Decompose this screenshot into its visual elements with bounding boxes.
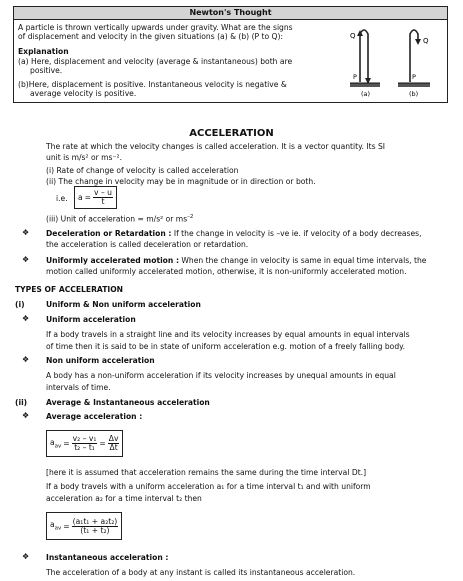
type-i-number: (i) <box>15 300 25 309</box>
trajectory-figure <box>350 22 442 102</box>
answer-a-line-2: positive. <box>30 66 63 75</box>
denominator: t₂ – t₁ <box>74 443 95 452</box>
numerator: (a₁t₁ + a₂t₂) <box>72 516 118 526</box>
bullet-icon: ❖ <box>22 411 30 420</box>
question-line-1: A particle is thrown vertically upwards under gravity. What are the signs <box>18 23 293 32</box>
numerator: v₂ – v₁ <box>72 434 97 443</box>
fraction-delta <box>108 435 120 452</box>
formula-a: a <box>78 193 83 202</box>
point-iii <box>46 212 193 225</box>
uniform-acc-heading: Uniform acceleration <box>46 315 136 324</box>
answer-a-line-1: (a) Here, displacement and velocity (average & instantaneous) both are <box>18 57 293 66</box>
deceleration-line-1 <box>46 229 422 239</box>
label-q-b: Q <box>423 37 429 45</box>
types-heading: TYPES OF ACCELERATION <box>15 285 124 294</box>
type-i-title: Uniform & Non uniform acceleration <box>46 300 201 309</box>
label-q-a: Q <box>350 32 356 40</box>
point-iii-sup: –2 <box>187 214 194 220</box>
answer-b-line-2: average velocity is positive. <box>30 89 137 98</box>
denominator: Δt <box>109 443 118 452</box>
formula-sub: av <box>54 443 62 450</box>
section-title: ACCELERATION <box>189 128 274 139</box>
example-line-2: acceleration a₂ for a time interval t₂ then <box>46 494 202 503</box>
formula-a-av <box>50 520 61 532</box>
assumption-note: [here it is assumed that acceleration remains the same during the time interval Dt.] <box>46 468 367 477</box>
bullet-icon: ❖ <box>22 255 30 264</box>
nonuniform-acc-heading: Non uniform acceleration <box>46 356 155 365</box>
uniform-motion-line-1 <box>46 256 426 266</box>
deceleration-label: Deceleration or Retardation : <box>46 229 172 238</box>
deceleration-text: If the change in velocity is –ve ie. if velocity of a body decreases, <box>171 229 422 238</box>
newton-thought-title: Newton's Thought <box>13 6 448 20</box>
instantaneous-acc-heading: Instantaneous acceleration : <box>46 553 169 562</box>
fraction <box>93 189 113 206</box>
example-line-1: If a body travels with a uniform acceleration a₁ for a time interval t₁ and with uniform <box>46 482 371 491</box>
formula-sub: av <box>54 525 62 532</box>
fraction <box>72 518 119 535</box>
formula-eq: = <box>84 193 92 202</box>
instantaneous-acc-line-1: The acceleration of a body at any instant is called its instantaneous acceleration. <box>46 568 356 577</box>
caption-b: (b) <box>409 90 419 98</box>
figure-b <box>398 30 430 98</box>
formula-a-av <box>50 438 61 450</box>
label-p-b: P <box>412 73 416 81</box>
formula-a: a <box>50 520 55 530</box>
formula-eq: = <box>99 439 106 448</box>
type-ii-number: (ii) <box>15 398 28 407</box>
answer-b-line-1: (b)Here, displacement is positive. Instantaneous velocity is negative & <box>18 80 287 89</box>
formula-eq: = <box>63 439 70 448</box>
definition-line-2: unit is m/s² or ms⁻². <box>46 153 122 162</box>
question-line-2: of displacement and velocity in the given situations (a) & (b) (P to Q): <box>18 32 284 41</box>
point-ii: (ii) The change in velocity may be in magnitude or in direction or both. <box>46 177 316 186</box>
fraction-velocity-time <box>72 435 98 452</box>
point-iii-text: (iii) Unit of acceleration = m/s² or ms <box>46 214 188 224</box>
numerator: Δv <box>108 434 119 443</box>
uniform-acc-line-1: If a body travels in a straight line and its velocity increases by equal amounts in equal intervals <box>46 330 410 339</box>
nonuniform-acc-line-2: intervals of time. <box>46 383 111 392</box>
denominator: (t₁ + t₂) <box>80 525 110 535</box>
formula-average-two-intervals <box>46 512 122 540</box>
ie-label: i.e. <box>56 194 68 203</box>
figure-a <box>350 30 380 98</box>
definition-line-1: The rate at which the velocity changes is called acceleration. It is a vector quantity. Its SI <box>46 142 386 151</box>
type-ii-title: Average & Instantaneous acceleration <box>46 398 210 407</box>
numerator: v – u <box>94 188 112 197</box>
formula-eq: = <box>63 521 70 531</box>
formula-average-acceleration <box>46 430 123 457</box>
formula-a: a <box>50 437 55 447</box>
uniform-motion-label: Uniformly accelerated motion : <box>46 256 179 265</box>
point-i: (i) Rate of change of velocity is called acceleration <box>46 166 239 175</box>
bullet-icon: ❖ <box>22 314 30 323</box>
explanation-heading: Explanation <box>18 47 69 56</box>
bullet-icon: ❖ <box>22 552 30 561</box>
bullet-icon: ❖ <box>22 228 30 237</box>
nonuniform-acc-line-1: A body has a non-uniform acceleration if its velocity increases by unequal amounts in equal <box>46 371 396 380</box>
bullet-icon: ❖ <box>22 355 30 364</box>
deceleration-line-2: the acceleration is called deceleration or retardation. <box>46 240 249 249</box>
uniform-motion-line-2: motion called uniformly accelerated motion, otherwise, it is non-uniformly accelerated motion. <box>46 267 407 276</box>
label-p-a: P <box>353 73 357 81</box>
caption-a: (a) <box>361 90 371 98</box>
formula-acceleration <box>74 186 117 209</box>
denominator: t <box>101 197 105 206</box>
average-acc-heading: Average acceleration : <box>46 412 143 421</box>
uniform-motion-text: When the change in velocity is same in equal time intervals, the <box>178 256 427 265</box>
uniform-acc-line-2: of time then it is said to be in state of uniform acceleration e.g. motion of a freely falling body. <box>46 342 405 351</box>
